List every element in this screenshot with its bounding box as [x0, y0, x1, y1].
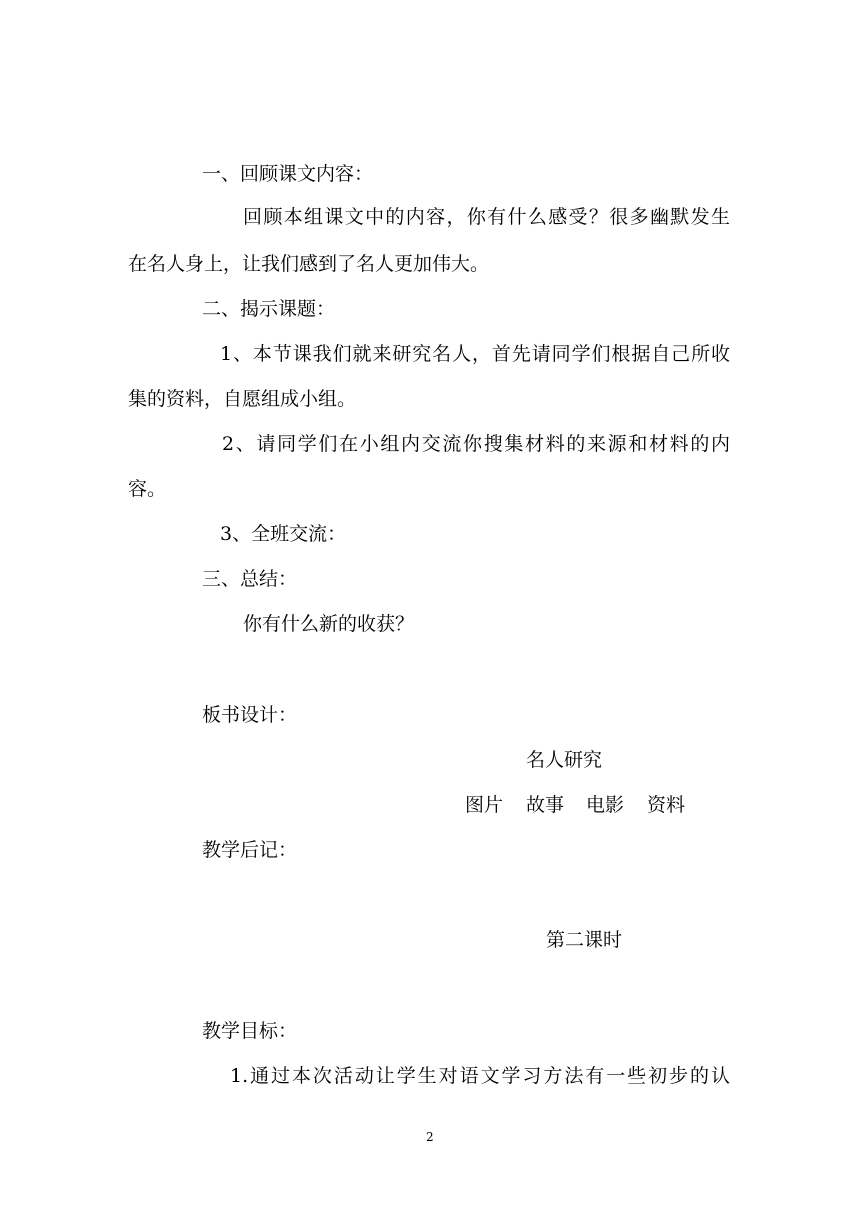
teaching-notes-label: 教学后记： — [202, 839, 298, 861]
page-number: 2 — [426, 1130, 434, 1144]
blackboard-item-movies: 电影 — [586, 794, 625, 816]
blackboard-item-stories: 故事 — [526, 794, 565, 816]
section-heading-summary: 三、总结： — [202, 568, 298, 590]
blackboard-item-materials: 资料 — [647, 794, 686, 816]
review-paragraph-line-1: 回顾本组课文中的内容，你有什么感受？很多幽默发生 — [243, 206, 730, 228]
topic-item-1-line-2: 集的资料，自愿组成小组。 — [128, 388, 357, 410]
blackboard-title: 名人研究 — [526, 749, 603, 771]
topic-item-1-line-1: 1、本节课我们就来研究名人，首先请同学们根据自己所收 — [220, 343, 730, 365]
summary-question: 你有什么新的收获？ — [243, 613, 415, 635]
objective-1-line-1: 1.通过本次活动让学生对语文学习方法有一些初步的认 — [230, 1065, 730, 1087]
blackboard-design-label: 板书设计： — [202, 704, 298, 726]
blackboard-item-pictures: 图片 — [465, 794, 504, 816]
section-heading-topic: 二、揭示课题： — [202, 298, 336, 320]
section-heading-review: 一、回顾课文内容： — [202, 163, 374, 185]
topic-item-2-line-1: 2、请同学们在小组内交流你搜集材料的来源和材料的内 — [222, 433, 730, 455]
teaching-objectives-label: 教学目标： — [202, 1020, 298, 1042]
topic-item-2-line-2: 容。 — [128, 478, 167, 500]
lesson-2-title: 第二课时 — [546, 929, 623, 951]
review-paragraph-line-2: 在名人身上，让我们感到了名人更加伟大。 — [128, 253, 490, 275]
topic-item-3: 3、全班交流： — [220, 523, 347, 545]
